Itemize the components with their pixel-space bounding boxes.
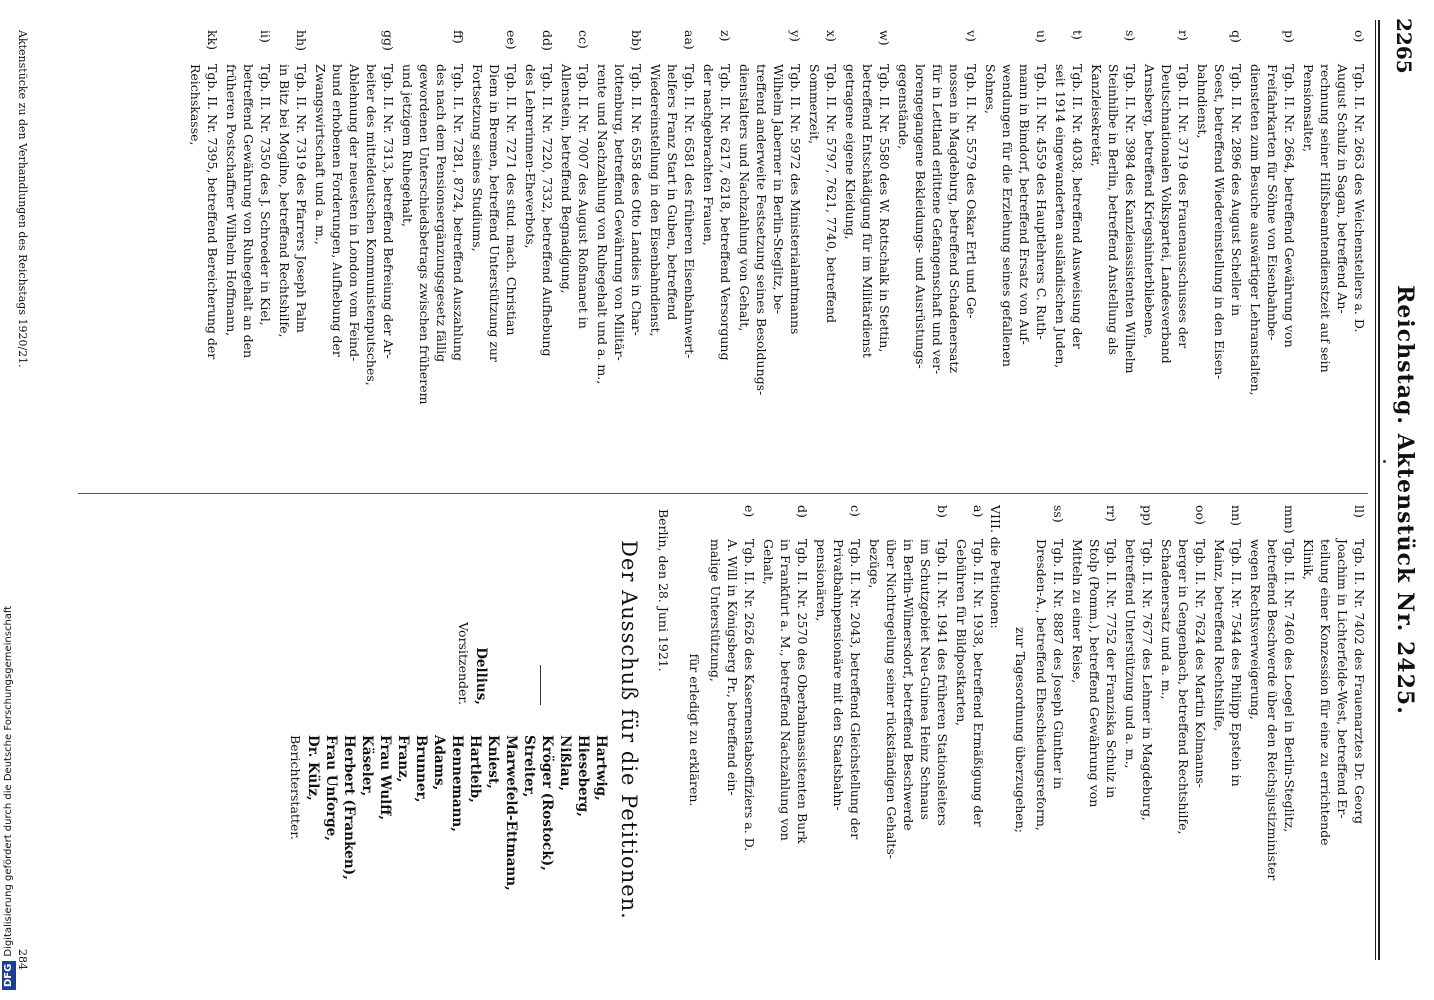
- item-line: dienstalters und Nachzahlung von Gehalt,: [737, 64, 752, 332]
- footer-page-number: 284: [16, 949, 29, 970]
- member-signatures: [286, 735, 610, 955]
- item-line: Tgb. II. Nr. 7319 des Pfarrers Joseph Palm: [294, 64, 309, 333]
- petition-item: [760, 505, 811, 955]
- date-line: Berlin, den 28. Juni 1921.: [656, 509, 671, 672]
- item-line: Kanzleisekretär,: [1089, 64, 1104, 167]
- petition-item: [522, 30, 556, 480]
- chair-role: Vorsitzender.: [456, 622, 471, 705]
- item-line: Tgb. II. Nr. 7350 des J. Schroeder in Kiel,: [258, 64, 273, 326]
- item-line: Tgb. II. Nr. 7752 der Franziska Schulz in: [1104, 539, 1119, 799]
- petition-item: [895, 30, 980, 480]
- item-label: z): [718, 30, 733, 42]
- item-line: Tgb. II. Nr. 3719 des Frauenausschusses der: [1176, 64, 1191, 349]
- item-line: Zwangswirtschaft und a. m.,: [313, 64, 328, 245]
- item-line: Mitteln zu einer Reise,: [1070, 539, 1085, 684]
- petition-item: [1247, 505, 1298, 955]
- item-line: Dresden-A., betreffend Eheschiedungsreform,: [1034, 539, 1049, 831]
- item-line: Tgb. II. Nr. 7677 des Lehmer in Magdeburg,: [1140, 539, 1155, 821]
- item-line: Sommerzeit,: [807, 64, 822, 145]
- item-line: Tgb. II. Nr. 2570 des Oberbahnassistenten Burk: [795, 539, 810, 844]
- section-viii-heading: VIII. die Petitionen:: [988, 505, 1003, 629]
- item-line: rente und Nachzahlung von Ruhegehalt und a. m.,: [595, 64, 610, 385]
- item-line: Gebühren für Bildpostkarten,: [954, 539, 969, 727]
- petition-item: [1247, 30, 1298, 480]
- item-line: Tgb. II. Nr. 5579 des Oskar Ertl und Ge-: [964, 64, 979, 319]
- item-line: Diem in Bremen, betreffend Unterstützung zur: [487, 64, 502, 362]
- item-label: p): [1282, 30, 1297, 43]
- item-line: früheren Postschaffner Wilhelm Hoffmann,: [224, 64, 239, 337]
- item-line: Gehalt,: [761, 539, 776, 585]
- page-header: [1384, 0, 1424, 1000]
- member-name: Nißlau,: [557, 735, 573, 792]
- item-line: nossen in Magdeburg, betreffend Schadenersatz: [947, 64, 962, 373]
- petition-item: [866, 505, 951, 955]
- petition-item: [558, 30, 592, 480]
- item-line: Tgb. II. Nr. 6558 des Otto Landies in Char-: [629, 64, 644, 336]
- petition-item: [1194, 30, 1245, 480]
- right-column: [288, 505, 1368, 955]
- petition-item: [1088, 30, 1139, 480]
- item-line: Klinik,: [1301, 539, 1316, 580]
- item-line: in Bitz bei Mogilno, betreffend Rechtshilfe,: [277, 64, 292, 338]
- item-label: s): [1123, 30, 1138, 42]
- item-line: bund erhobenen Forderungen, Aufhebung der: [330, 64, 345, 357]
- item-line: Allenstein, betreffend Begnadigung,: [559, 64, 574, 294]
- dfg-note-text: Digitalisierung gefördert durch die Deutsche Forschungsgemeinschaft: [3, 605, 14, 957]
- item-label: d): [795, 505, 810, 518]
- item-label: t): [1070, 30, 1085, 40]
- item-label: e): [742, 505, 757, 518]
- item-line: und jetzigem Ruhegehalt,: [400, 64, 415, 227]
- dfg-logo: DFG: [2, 961, 16, 990]
- petition-item: [469, 30, 520, 480]
- item-line: Tgb. II. Nr. 7624 des Martin Kolmanns-: [1193, 539, 1208, 789]
- page-number: 2265: [1392, 18, 1416, 74]
- item-line: lorengegangene Bekleidungs- und Ausrüstungs-: [913, 64, 928, 369]
- member-name: Streiter,: [521, 735, 537, 798]
- signature-block: [288, 505, 610, 955]
- item-line: Tgb. II. Nr. 7460 des Loegel in Berlin-Steglitz,: [1282, 539, 1297, 833]
- item-label: pp): [1140, 505, 1155, 526]
- transition-line: zur Tagesordnung überzugehen;: [1013, 626, 1028, 834]
- petition-item: [736, 30, 804, 480]
- item-line: Tgb. II. Nr. 7402 des Frauenarztes Dr. Georg: [1352, 539, 1367, 825]
- item-line: betreffend Entschädigung für im Militärdienst: [860, 64, 875, 358]
- item-line: Tgb. II. Nr. 7544 des Philipp Epstein in: [1229, 539, 1244, 787]
- item-label: aa): [682, 30, 697, 50]
- item-line: diensteten zum Besuche auswärtiger Lehranstalten,: [1248, 64, 1263, 396]
- item-line: Schadenersatz und a. m.,: [1159, 539, 1174, 700]
- petition-item: [1158, 505, 1209, 955]
- item-line: Steinhilbe in Berlin, betreffend Anstellung als: [1106, 64, 1121, 355]
- item-line: Tgb. II. Nr. 8887 des Joseph Günther in: [1051, 539, 1066, 790]
- petition-item: [1141, 30, 1192, 480]
- petition-item: [1211, 505, 1245, 955]
- item-line: betreffend Unterstützung und a. m.,: [1123, 539, 1138, 769]
- item-line: Tgb. II. Nr. 6217, 6218, betreffend Versorgung: [718, 64, 733, 361]
- item-label: kk): [205, 30, 220, 51]
- item-label: gg): [381, 30, 396, 51]
- item-line: Tgb. II. Nr. 7281, 8724, betreffend Auszahlung: [451, 64, 466, 361]
- item-label: u): [1034, 30, 1049, 43]
- item-line: Tgb. II. Nr. 2626 des Kasernenstabsoffiziers a. D.: [742, 539, 757, 852]
- chair-signature: [454, 505, 490, 705]
- item-line: lottenburg, betreffend Gewährung von Militär-: [612, 64, 627, 361]
- petition-item: [842, 30, 893, 480]
- item-label: oo): [1193, 505, 1208, 525]
- item-label: ll): [1352, 505, 1367, 518]
- right-item-list: [1033, 505, 1368, 955]
- member-name: Herbert (Franken),: [341, 735, 357, 880]
- item-line: Tgb. II. Nr. 4038, betreffend Ausweisung der: [1070, 64, 1085, 349]
- item-line: Tgb. II. Nr. 7220, 7332, betreffend Aufhebung: [540, 64, 555, 357]
- petition-item: [982, 30, 1050, 480]
- item-line: Tgb. II. Nr. 3984 des Kanzleiassistenten Wilhelm: [1123, 64, 1138, 374]
- item-line: betreffend Beschwerde über den Reichsjustizminister: [1265, 539, 1280, 881]
- item-line: Tgb. II. Nr. 4559 des Hauptlehrers C. Ruth-: [1034, 64, 1049, 340]
- item-label: c): [848, 505, 863, 517]
- item-line: pensionären,: [814, 539, 829, 622]
- item-line: Mainz, betreffend Rechtshilfe,: [1212, 539, 1227, 732]
- item-line: rechnung seiner Hilfsbeamtendienstzeit auf sein: [1318, 64, 1333, 373]
- item-label: y): [788, 30, 803, 42]
- item-label: v): [964, 30, 979, 42]
- item-line: Tgb. II. Nr. 5972 des Ministerialamtmanns: [788, 64, 803, 335]
- petition-item: [813, 505, 864, 955]
- chair-name: Dellius,: [473, 647, 489, 705]
- item-line: Arnsberg, betreffend Kriegshinterbliebene,: [1142, 64, 1157, 339]
- petition-item: [1052, 30, 1086, 480]
- member-name: Franz,: [395, 735, 411, 783]
- item-label: dd): [540, 30, 555, 51]
- item-line: der nachgebrachten Frauen,: [701, 64, 716, 246]
- item-line: in Berlin-Wilmersdorf, betreffend Beschwerde: [901, 539, 916, 831]
- item-label: rr): [1104, 505, 1119, 522]
- item-label: b): [935, 505, 950, 518]
- item-line: Stolp (Pomm.), betreffend Gewährung von: [1087, 539, 1102, 808]
- item-line: wegen Rechtsverweigerung,: [1248, 539, 1263, 720]
- member-name: Dr. Külz,: [305, 735, 321, 801]
- petition-item: [700, 30, 734, 480]
- member-name: Hartwig,: [593, 735, 609, 801]
- petition-item: [806, 30, 840, 480]
- item-line: Wilhelm Jaberner in Berlin-Steglitz, be-: [771, 64, 786, 315]
- member-name: Hieseberg,: [575, 735, 591, 817]
- item-line: Joachim in Lichterfelde-West, betreffend Er-: [1335, 539, 1350, 819]
- item-line: Tgb. II. Nr. 7313, betreffend Befreiung der Ar-: [381, 64, 396, 359]
- item-label: nn): [1229, 505, 1244, 526]
- item-line: Fortsetzung seines Studiums,: [470, 64, 485, 252]
- item-line: A. Will in Königsberg Pr., betreffend ein-: [725, 539, 740, 796]
- petition-item: [1069, 505, 1120, 955]
- member-name: Käseler,: [359, 735, 375, 797]
- petition-item: [187, 30, 221, 480]
- item-line: Ablehnung der neuesten in London vom Feind-: [347, 64, 362, 362]
- item-line: Tgb. II. Nr. 2663 des Weichenstellers a. D.: [1352, 64, 1367, 333]
- section-viii-closing: für erledigt zu erklären.: [687, 653, 702, 807]
- item-line: im Schutzgebiet Neu-Guinea Heinz Schnaus: [918, 539, 933, 820]
- footer-left: Aktenstücke zu den Verhandlungen des Reichstags 1920/21.: [16, 30, 29, 368]
- item-line: Sohnes,: [983, 64, 998, 114]
- item-label: mm): [1282, 505, 1297, 534]
- left-column: [185, 30, 1368, 480]
- petition-item: [223, 30, 274, 480]
- item-line: bahndienst,: [1195, 64, 1210, 139]
- item-line: Soest, betreffend Wiedereinstellung in den Eisen-: [1212, 64, 1227, 380]
- item-label: ii): [258, 30, 273, 43]
- item-label: q): [1229, 30, 1244, 43]
- petition-item: [594, 30, 645, 480]
- header-rule: [1378, 20, 1380, 960]
- item-line: beiter des mitteldeutschen Kommunistenputsches,: [364, 64, 379, 386]
- item-line: Tgb. II. Nr. 1938, betreffend Ermäßigung der: [971, 539, 986, 827]
- petition-item: [647, 30, 698, 480]
- item-line: Tgb. II. Nr. 2896 des August Scheller in: [1229, 64, 1244, 317]
- item-line: August Schulz in Sagan, betreffend An-: [1335, 64, 1350, 314]
- item-line: Tgb. II. Nr. 5580 des W. Rottschalk in Stettin,: [877, 64, 892, 353]
- item-line: getragene eigene Kleidung,: [843, 64, 858, 240]
- item-line: helfers Franz Start in Guben, betreffend: [665, 64, 680, 321]
- member-name: Hennemann,: [449, 735, 465, 832]
- item-line: Tgb. II. Nr. 1941 des früheren Stationsleiters: [935, 539, 950, 826]
- column-separator: [78, 493, 1368, 494]
- item-label: a): [971, 505, 986, 518]
- item-line: Wiedereinstellung in den Eisenbahndienst,: [648, 64, 663, 337]
- item-line: mann in Bimdorf, betreffend Ersatz von Auf-: [1017, 64, 1032, 345]
- member-name: Frau Wulff,: [377, 735, 393, 821]
- petition-item: [312, 30, 397, 480]
- item-line: Pensionsalter,: [1301, 64, 1316, 153]
- item-line: wendungen für die Erziehung seines gefallenen: [1000, 64, 1015, 367]
- petition-item: [707, 505, 758, 955]
- item-line: Tgb. II. Nr. 2664, betreffend Gewährung von: [1282, 64, 1297, 348]
- item-line: für in Lettland erlittene Gefangenschaft und ver-: [930, 64, 945, 375]
- item-line: bezüge,: [867, 539, 882, 589]
- petition-item: [276, 30, 310, 480]
- petition-item: [1122, 505, 1156, 955]
- section-viii-list: [707, 505, 987, 955]
- item-label: ee): [504, 30, 519, 50]
- item-label: ss): [1051, 505, 1066, 523]
- item-label: x): [824, 30, 839, 42]
- item-line: Tgb. II. Nr. 6581 des früheren Eisenbahnwert-: [682, 64, 697, 359]
- item-line: des Lehrerinnen-Eheverbots,: [523, 64, 538, 249]
- item-line: über Nichtregelung seiner rückständigen Gehalts-: [884, 539, 899, 859]
- petition-item: [1300, 30, 1368, 480]
- petition-item: [1300, 505, 1368, 955]
- item-label: cc): [576, 30, 591, 49]
- member-name: Marwefeld-Ettmann,: [503, 735, 519, 891]
- running-title: Reichstag. Aktenstück Nr. 2425.: [1392, 285, 1418, 715]
- item-label: o): [1352, 30, 1367, 43]
- item-line: Freifahrkarten für Söhne von Eisenbahnbe-: [1265, 64, 1280, 341]
- item-line: Tgb. II. Nr. 7395, betreffend Bereicherung der: [205, 64, 220, 360]
- item-line: in Frankfurt a. M., betreffend Nachzahlung von: [778, 539, 793, 841]
- header-rule-thin: [1375, 20, 1376, 960]
- member-name: Brunner,: [413, 735, 429, 803]
- item-line: Reichskasse,: [188, 64, 203, 146]
- item-line: des nach dem Pensionsergänzungsgesetz fällig: [434, 64, 449, 363]
- item-label: w): [877, 30, 892, 46]
- item-line: Tgb. II. Nr. 5797, 7621, 7740, betreffend: [824, 64, 839, 323]
- member-name: Kröger (Rostock),: [539, 735, 555, 871]
- petition-item: [399, 30, 467, 480]
- item-line: gegenstände,: [896, 64, 911, 150]
- member-name: Adams,: [431, 735, 447, 791]
- item-line: Deutschnationalen Volkspartei, Landesverband: [1159, 64, 1174, 364]
- reporter-role: Berichterstatter.: [288, 735, 303, 840]
- committee-heading: Der Ausschuß für die Petitionen.: [617, 540, 641, 920]
- item-line: malige Unterstützung,: [708, 539, 723, 682]
- item-line: Tgb. II. Nr. 2043, betreffend Gleichstellung der: [848, 539, 863, 840]
- item-label: hh): [294, 30, 309, 51]
- item-line: Privatbahnpensionäre mit den Staatsbahn-: [831, 539, 846, 811]
- item-line: gewordenen Unterschiedsbetrags zwischen früherem: [417, 64, 432, 405]
- member-name: Hartleib,: [467, 735, 483, 803]
- member-name: Frau Unforge,: [323, 735, 339, 841]
- print-speck: [1383, 460, 1386, 463]
- item-line: treffend anderweite Festsetzung seines Besoldungs-: [754, 64, 769, 396]
- item-label: ff): [451, 30, 466, 44]
- item-line: seit 1914 eingewanderten ausländischen Juden,: [1053, 64, 1068, 369]
- item-line: teilung einer Konzession für eine zu errichtende: [1318, 539, 1333, 846]
- petition-item: [1033, 505, 1067, 955]
- item-line: berger in Gengenbach, betreffend Rechtshilfe,: [1176, 539, 1191, 835]
- item-label: bb): [629, 30, 644, 51]
- petition-item: [953, 505, 987, 955]
- item-label: r): [1176, 30, 1191, 41]
- signature-dash: [533, 505, 550, 705]
- item-line: Tgb. II. Nr. 7271 des stud. mach. Christian: [504, 64, 519, 336]
- member-name: Kniest,: [485, 735, 501, 789]
- item-line: Tgb. II. Nr. 7007 des August Roßmanet in: [576, 64, 591, 329]
- item-line: betreffend Gewährung von Ruhegehalt an den: [241, 64, 256, 359]
